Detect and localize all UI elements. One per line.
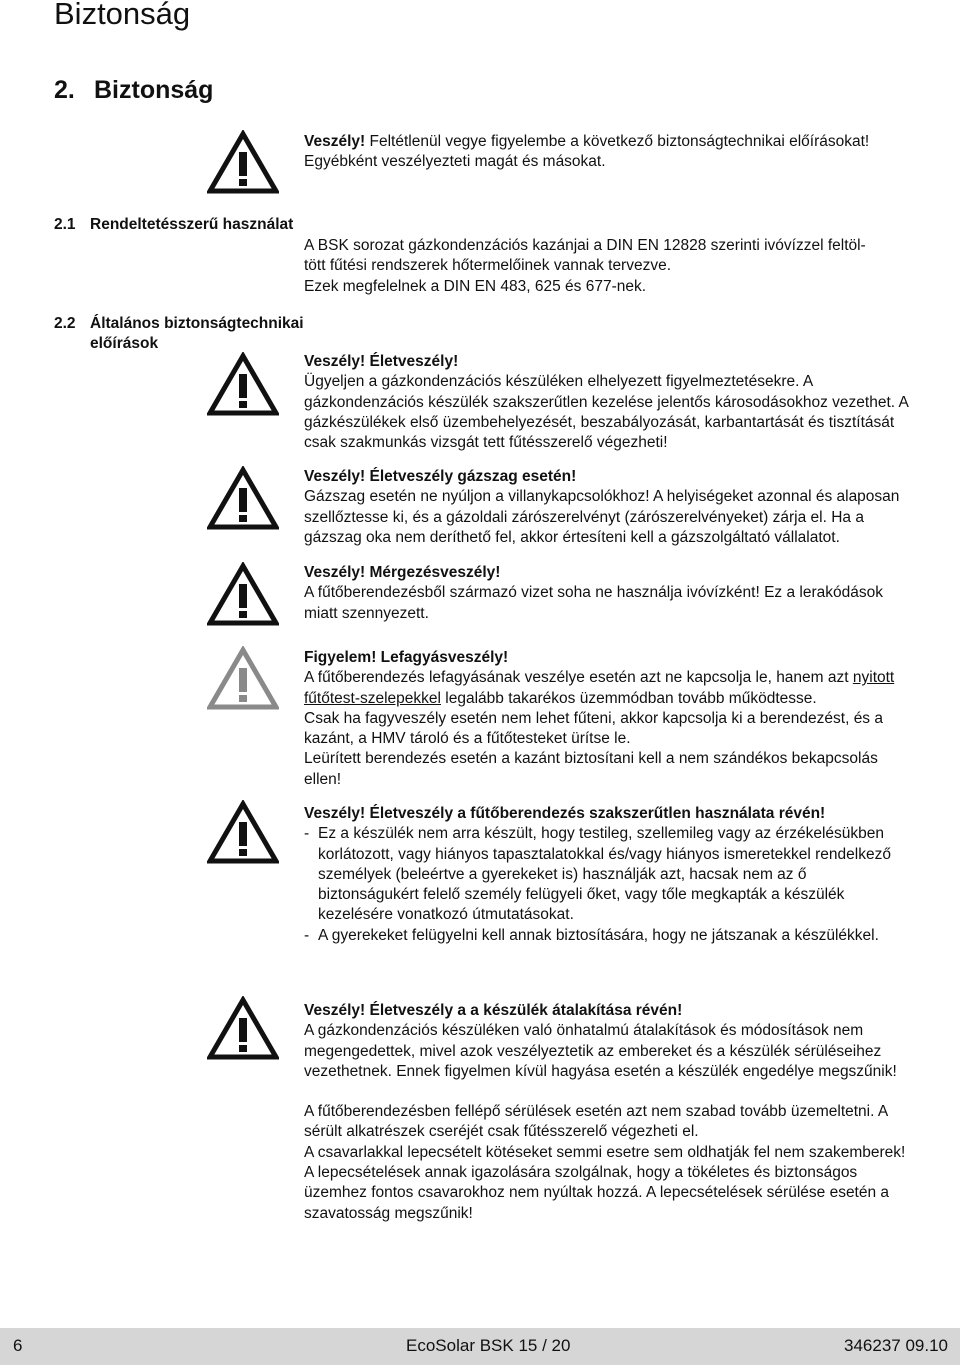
intro-warning — [304, 132, 908, 173]
intro-text: Feltétlenül vegye figyelembe a következő biztonságtechnikai előírásokat! Egyébként veszélyezteti magát és másokat. — [304, 133, 870, 171]
warning-triangle-icon — [207, 352, 279, 416]
list-item — [304, 926, 908, 946]
warning-triangle-icon — [207, 800, 279, 864]
warning-3-heading: Veszély! Mérgezésveszély! — [304, 564, 501, 581]
warning-poisoning — [304, 563, 908, 624]
open-radiator-valves-text: nyitott fűtőtest-szelepekkel — [304, 669, 895, 707]
warning-5-item2: A gyerekeket felügyelni kell annak biztosítására, hogy ne játszanak a készülékkel. — [318, 926, 879, 944]
chapter-title-text: Biztonság — [94, 76, 214, 104]
warning-triangle-icon — [207, 130, 279, 194]
warning-6-heading: Veszély! Életveszély a a készülék átalakítása révén! — [304, 1002, 683, 1019]
warning-2-heading: Veszély! Életveszély gázszag esetén! — [304, 468, 577, 485]
warning-1-heading: Veszély! Életveszély! — [304, 353, 459, 370]
warning-6-body: A gázkondenzációs készüléken való önhatalmú átalakítások és módosítások nem megengedettek, mivel azok veszélyeztetik az embereket és a készülék sérüléseihez vezethetnek. Ennek figyelmen kívül hagyása esetén a készülék engedélye megszűnik! — [304, 1022, 897, 1080]
list-item — [304, 824, 908, 925]
warning-4-body2: Csak ha fagyveszély esetén nem lehet fűteni, akkor kapcsolja ki a berendezést, és a kazánt, a HMV tároló és a fűtőtesteket ürítse le. — [304, 709, 883, 748]
warning-triangle-icon — [207, 996, 279, 1060]
intro-label: Veszély! — [304, 133, 366, 150]
warning-life-danger — [304, 352, 908, 453]
list-dash: - — [304, 926, 310, 944]
section-2-2-heading — [54, 314, 304, 354]
warning-5-heading: Veszély! Életveszély a fűtőberendezés szakszerűtlen használata révén! — [304, 805, 826, 822]
section-2-1-number: 2.1 — [54, 216, 76, 233]
list-dash: - — [304, 825, 310, 843]
warning-gas-smell — [304, 467, 908, 548]
warning-improper-use — [304, 804, 908, 946]
warning-modification — [304, 1001, 908, 1224]
warning-4-body-pre: A fűtőberendezés lefagyásának veszélye esetén azt ne kapcsolja le, hanem azt — [304, 669, 853, 687]
warning-5-item1: Ez a készülék nem arra készült, hogy testileg, szellemileg vagy az érzékelésükben korlátozott, vagy hiányos tapasztalatokkal és/vagy hiányos ismeretekkel rendelkező személyek (beleértve a gyerekeket is) használják azt, hacsak nem az ő biztonságukért felelő személy felügyeli őket, vagy tőle megkapták a készülék kezelésére vonatkozó útmutatásokat. — [318, 825, 891, 924]
warning-6-body3: A csavarlakkal lepecsételt kötéseket semmi esetre sem oldhatják fel nem szakemberek! A lepecsételések annak igazolására szolgálnak, hogy a tökéletes és biztonságos üzemhez fontos csavarokhoz nem nyúltak hozzá. A lepecsételések sérülése esetén a szavatosság megszűnik! — [304, 1143, 906, 1222]
warning-4-heading: Figyelem! Lefagyásveszély! — [304, 649, 509, 666]
section-2-1-line2: tött fűtési rendszerek hőtermelőinek vannak tervezve. — [304, 257, 672, 275]
document-number: 346237 09.10 — [844, 1336, 948, 1355]
warning-4-body3: Leürített berendezés esetén a kazánt biztosítani kell a nem szándékos bekapcsolás ellen! — [304, 750, 878, 788]
warning-triangle-icon — [207, 466, 279, 530]
section-2-2-number: 2.2 — [54, 315, 76, 332]
warning-2-body: Gázszag esetén ne nyúljon a villanykapcsolókhoz! A helyiségeket azonnal és alaposan szellőztesse ki, és a gázoldali zárószerelvényt (zárószerelvényeket) zárja el. Ha a gázszag oka nem deríthető fel, akkor értesíteni kell a gázszolgáltató vállalatot. — [304, 488, 900, 546]
warning-freezing — [304, 648, 908, 790]
section-2-1-title: Rendeltetésszerű használat — [90, 216, 294, 233]
caution-triangle-icon — [207, 646, 279, 710]
warning-1-body: Ügyeljen a gázkondenzációs készüléken elhelyezett figyelmeztetésekre. A gázkondenzációs készülék szakszerűtlen kezelése jelentős károsodásokhoz vezethet. A gázkészülékek első üzembehelyezését, beszabályozását, karbantartását és tisztítását csak szakmunkás vizsgát tett fűtésszerelő végezheti! — [304, 373, 908, 452]
warning-triangle-icon — [207, 562, 279, 626]
chapter-number: 2. — [54, 76, 75, 104]
page-number: 6 — [13, 1336, 23, 1355]
chapter-title — [54, 76, 213, 105]
section-2-1-body — [304, 236, 908, 297]
page-header-title: Biztonság — [54, 0, 191, 31]
section-2-1-line3: Ezek megfelelnek a DIN EN 483, 625 és 677-nek. — [304, 277, 647, 295]
section-2-1-line1: A BSK sorozat gázkondenzációs kazánjai a DIN EN 12828 szerinti ivóvízzel feltöl- — [304, 237, 866, 254]
warning-4-body-post: legalább takarékos üzemmódban tovább működtesse. — [441, 689, 817, 707]
product-name: EcoSolar BSK 15 / 20 — [406, 1336, 571, 1355]
section-2-2-title-line2: előírások — [90, 335, 159, 352]
section-2-2-title-line1: Általános biztonságtechnikai — [90, 315, 304, 332]
page-footer — [0, 1328, 960, 1365]
warning-6-body2: A fűtőberendezésben fellépő sérülések esetén azt nem szabad tovább üzemeltetni. A sérült alkatrészek cseréjét csak fűtésszerelő végezheti el. — [304, 1103, 888, 1141]
warning-3-body: A fűtőberendezésből származó vizet soha ne használja ivóvízként! Ez a lerakódások miatt szennyezett. — [304, 584, 883, 622]
section-2-1-heading — [54, 215, 293, 235]
